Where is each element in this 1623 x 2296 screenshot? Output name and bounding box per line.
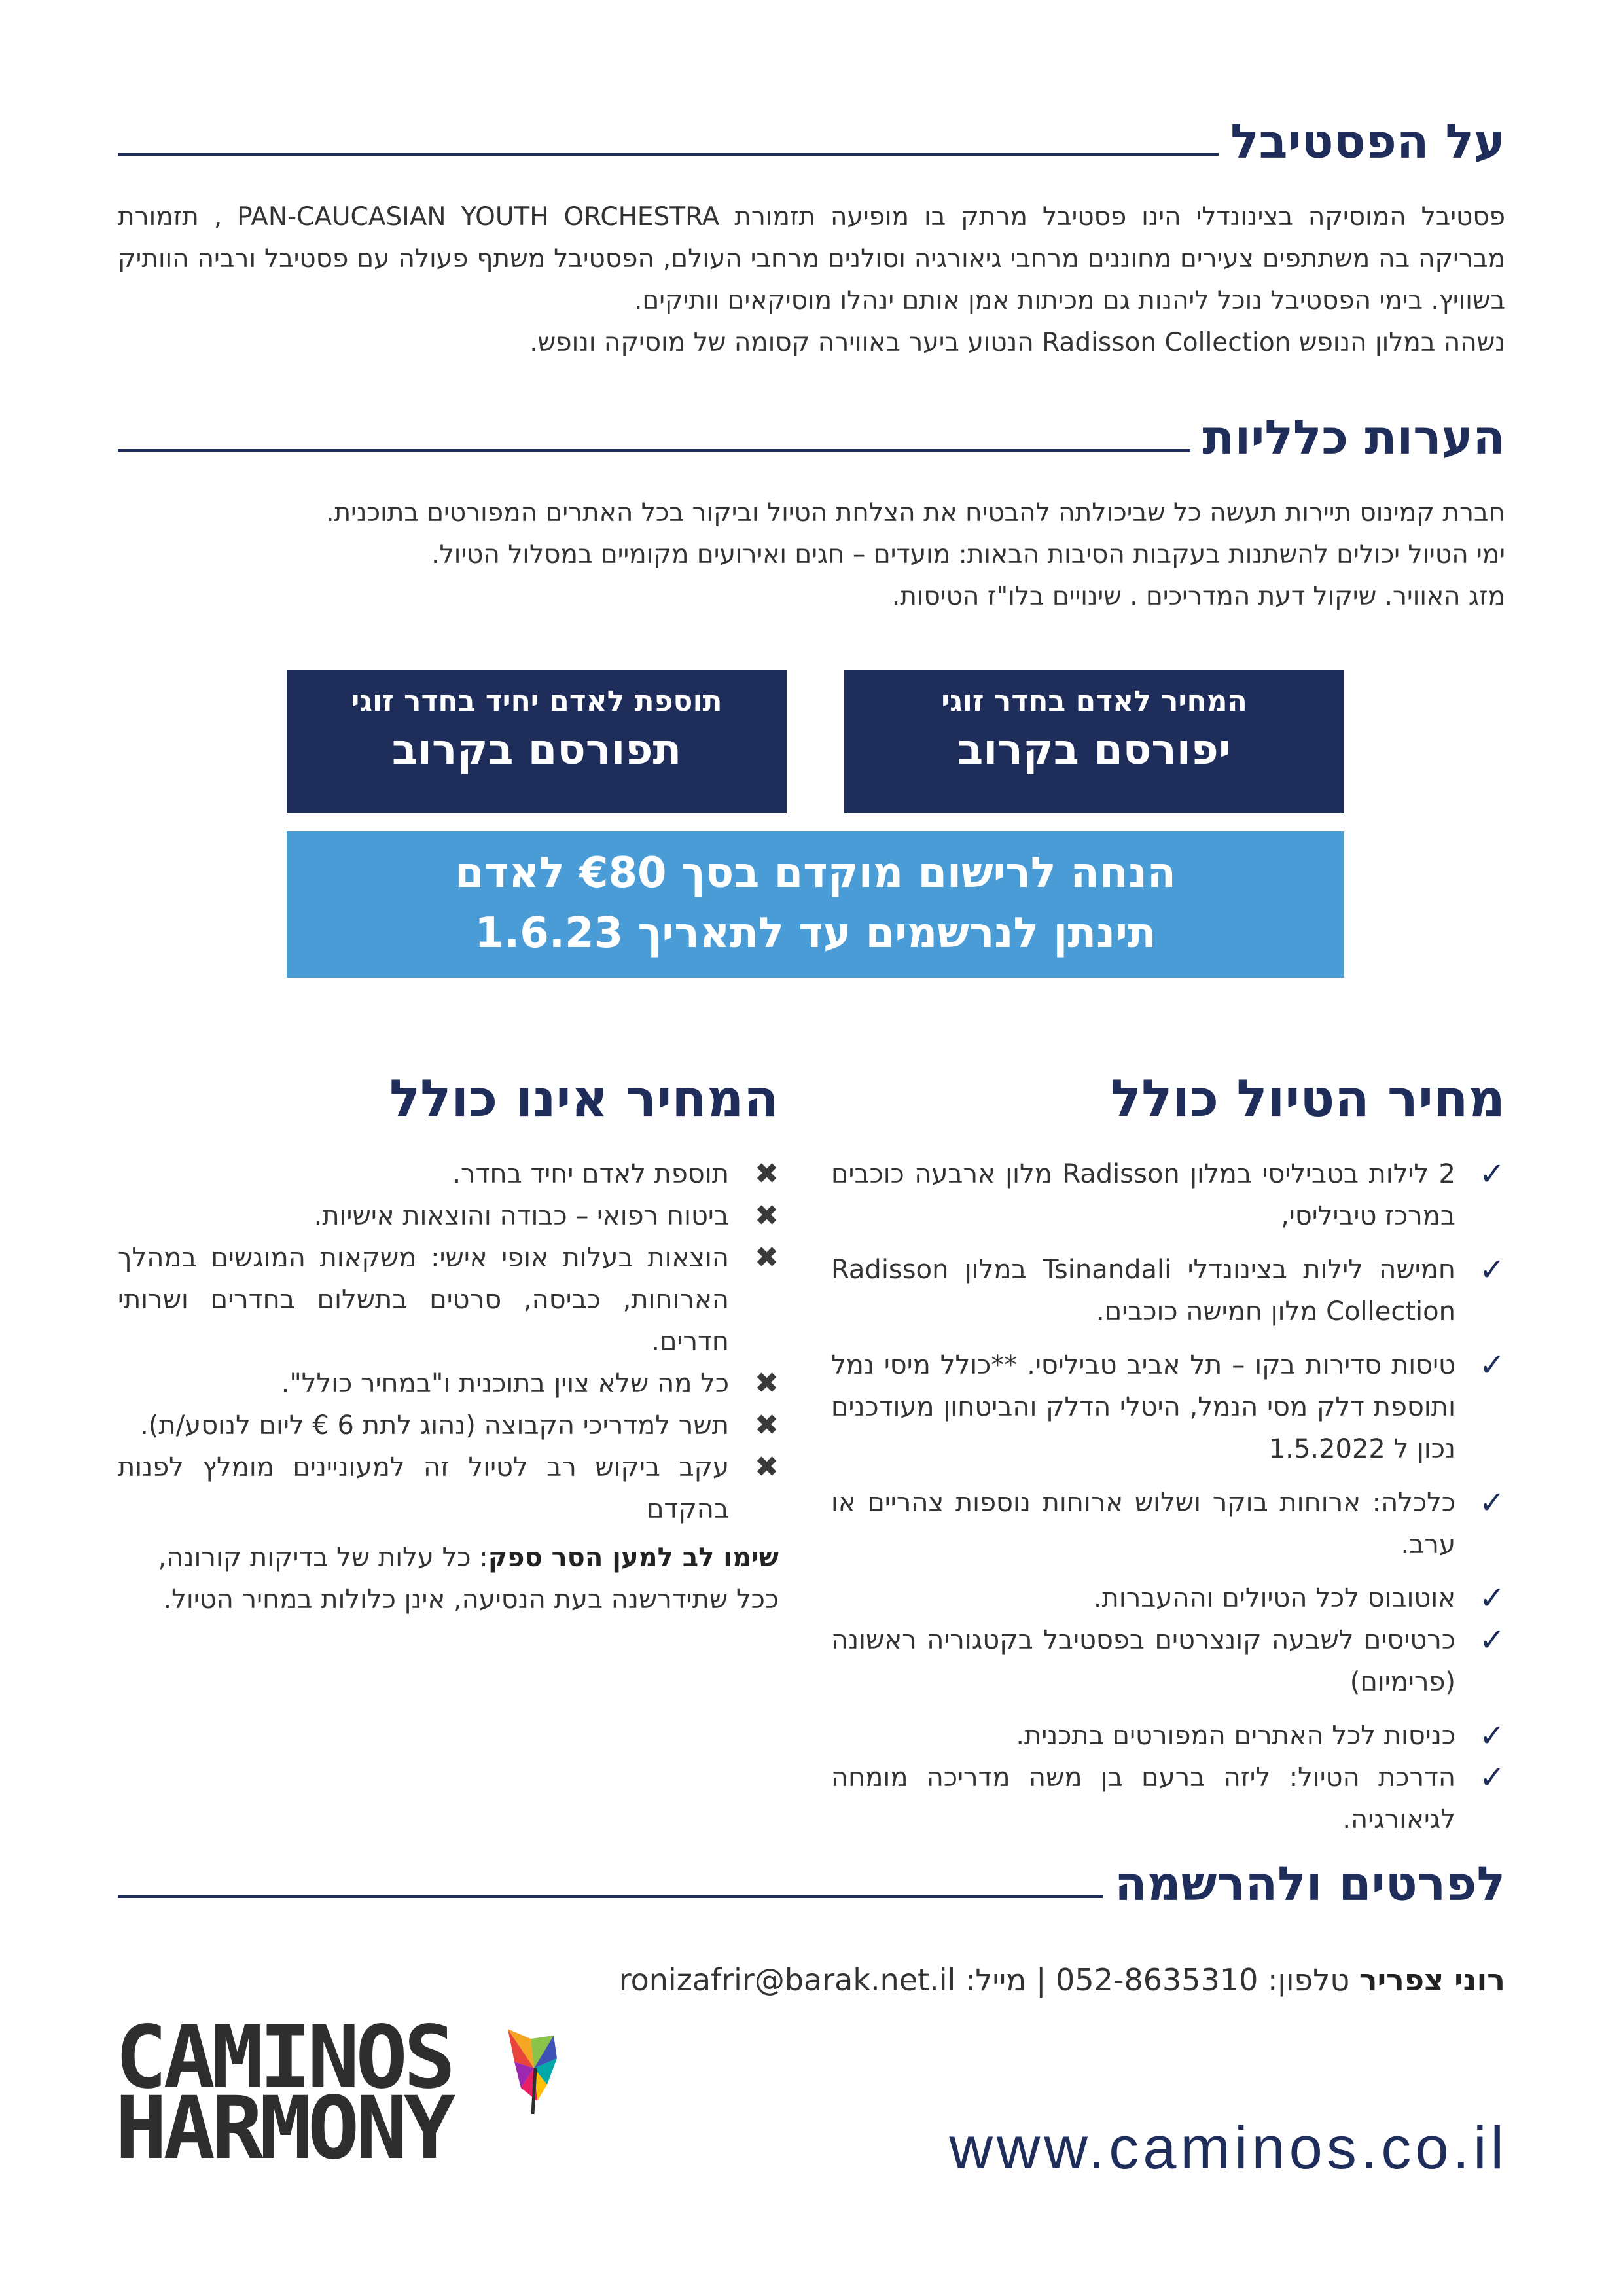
about-title: על הפסטיבל	[1230, 114, 1505, 169]
list-item: ✖ תוספת לאדם יחיד בחדר.	[118, 1153, 779, 1195]
price-double-label: המחיר לאדם בחדר זוגי	[941, 685, 1247, 718]
check-icon: ✓	[1478, 1484, 1505, 1521]
single-supplement-box	[287, 670, 787, 813]
covid-note-bold: שימו לב למען הסר ספק	[488, 1543, 779, 1573]
cross-icon: ✖	[755, 1450, 779, 1484]
list-item: ✖ ביטוח רפואי – כבודה והוצאות אישיות.	[118, 1195, 779, 1237]
contact-details: טלפון: 052-8635310 | מייל: ronizafrir@barak.net.il	[618, 1962, 1359, 1998]
notes-line: חברת קמינוס תיירות תעשה כל שביכולתה להבטיח את הצלחת הטיול וביקור בכל האתרים המפורטים בתוכנית.	[326, 498, 1505, 528]
list-item: ✓ כלכלה: ארוחות בוקר ושלוש ארוחות נוספות צהריים או ערב.	[831, 1482, 1505, 1566]
price-double-value: יפורסם בקרוב	[957, 726, 1231, 774]
list-item: ✓ חמישה לילות בצינונדלי Tsinandali במלון Radisson Collection מלון חמישה כוכבים.	[831, 1249, 1505, 1333]
check-icon: ✓	[1478, 1759, 1505, 1796]
includes-title: מחיר הטיול כולל	[1110, 1069, 1505, 1128]
notes-header	[118, 410, 1505, 465]
single-supplement-label: תוספת לאדם יחיד בחדר זוגי	[351, 685, 722, 718]
cross-icon: ✖	[755, 1241, 779, 1274]
about-text	[118, 196, 1505, 364]
cross-icon: ✖	[755, 1367, 779, 1400]
price-double-box	[844, 670, 1344, 813]
about-header	[118, 114, 1505, 169]
discount-line-1: הנחה לרישום מוקדם בסך €80 לאדם	[455, 849, 1176, 897]
logo-word-harmony: HARMONY	[115, 2078, 452, 2179]
list-item: ✓ כרטיסים לשבעה קונצרטים בפסטיבל בקטגוריה ראשונה (פרימיום)	[831, 1619, 1505, 1703]
butterfly-icon	[495, 2022, 573, 2121]
list-item: ✓ טיסות סדירות בקו – תל אביב טביליסי. **כולל מיסי נמל ותוספת דלק מסי הנמל, היטלי הדלק והביטחון מעודכנים נכון ל 1.5.2022	[831, 1344, 1505, 1470]
list-item: ✓ אוטובוס לכל הטיולים וההעברות.	[831, 1577, 1505, 1619]
excludes-list	[118, 1153, 779, 1530]
check-icon: ✓	[1478, 1717, 1505, 1754]
check-icon: ✓	[1478, 1251, 1505, 1288]
check-icon: ✓	[1478, 1156, 1505, 1193]
discount-line-2: תינתן לנרשמים עד לתאריך 1.6.23	[474, 909, 1156, 958]
check-icon: ✓	[1478, 1347, 1505, 1384]
check-icon: ✓	[1478, 1622, 1505, 1659]
covid-note-text: : כל עלות של בדיקות קורונה, ככל שתידרשנה בעת הנסיעה, אינן כלולות במחיר הטיול.	[158, 1543, 779, 1615]
website-url: www.caminos.co.il	[949, 2115, 1508, 2181]
cross-icon: ✖	[755, 1199, 779, 1232]
list-item: ✖ עקב ביקוש רב לטיול זה למעוניינים מומלץ לפנות בהקדם	[118, 1446, 779, 1530]
cross-icon: ✖	[755, 1408, 779, 1442]
single-supplement-value: תפורסם בקרוב	[391, 726, 682, 774]
notes-text	[118, 492, 1505, 618]
caminos-harmony-logo	[115, 2007, 573, 2193]
check-icon: ✓	[1478, 1580, 1505, 1617]
early-registration-banner	[287, 831, 1344, 978]
notes-line: ימי הטיול יכולים להשתנות בעקבות הסיבות הבאות: מועדים – חגים ואירועים מקומיים במסלול הטיול.	[431, 540, 1505, 569]
includes-list	[831, 1153, 1505, 1840]
logo-word-caminos: CAMINOS	[115, 2007, 452, 2108]
about-paragraph: פסטיבל המוסיקה בצינונדלי הינו פסטיבל מרתק בו מופיעה תזמורת PAN-CAUCASIAN YOUTH ORCHESTRA , תזמורת מבריקה בה משתתפים צעירים מחוננים מרחבי גיאורגיה וסולנים מרחבי העולם, הפסטיבל משתף פעולה עם פסטיבל ורביה הוותיק בשוויץ. בימי הפסטיבל נוכל ליהנות גם מכיתות אמן אותם ינהלו מוסיקאים וותיקים.	[118, 202, 1505, 315]
notes-title: הערות כלליות	[1202, 410, 1505, 465]
about-paragraph: נשהה במלון הנופש Radisson Collection הנטוע ביער באווירה קסומה של מוסיקה ונופש.	[529, 328, 1505, 357]
about-title-rule	[118, 153, 1219, 156]
cross-icon: ✖	[755, 1157, 779, 1191]
registration-header	[118, 1856, 1505, 1911]
excludes-title: המחיר אינו כולל	[389, 1069, 779, 1128]
registration-title-rule	[118, 1895, 1103, 1898]
covid-note	[118, 1537, 779, 1621]
notes-line: מזג האוויר. שיקול דעת המדריכים . שינויים בלו"ז הטיסות.	[891, 582, 1505, 611]
notes-title-rule	[118, 449, 1190, 452]
list-item: ✓ כניסות לכל האתרים המפורטים בתכנית.	[831, 1715, 1505, 1757]
contact-name: רוני צפריר	[1359, 1962, 1505, 1998]
list-item: ✖ כל מה שלא צוין בתוכנית ו"במחיר כולל".	[118, 1363, 779, 1405]
registration-title: לפרטים ולהרשמה	[1115, 1856, 1505, 1911]
list-item: ✓ 2 לילות בטביליסי במלון Radisson מלון ארבעה כוכבים במרכז טיביליסי,	[831, 1153, 1505, 1237]
contact-line	[619, 1962, 1505, 1998]
list-item: ✖ תשר למדריכי הקבוצה (נהוג לתת 6 € ליום לנוסע/ת).	[118, 1405, 779, 1446]
list-item: ✓ הדרכת הטיול: ליזה ברעם בן משה מדריכה מומחה לגיאורגיה.	[831, 1757, 1505, 1840]
list-item: ✖ הוצאות בעלות אופי אישי: משקאות המוגשים במהלך הארוחות, כביסה, סרטים בתשלום בחדרים ושרותי חדרים.	[118, 1237, 779, 1363]
